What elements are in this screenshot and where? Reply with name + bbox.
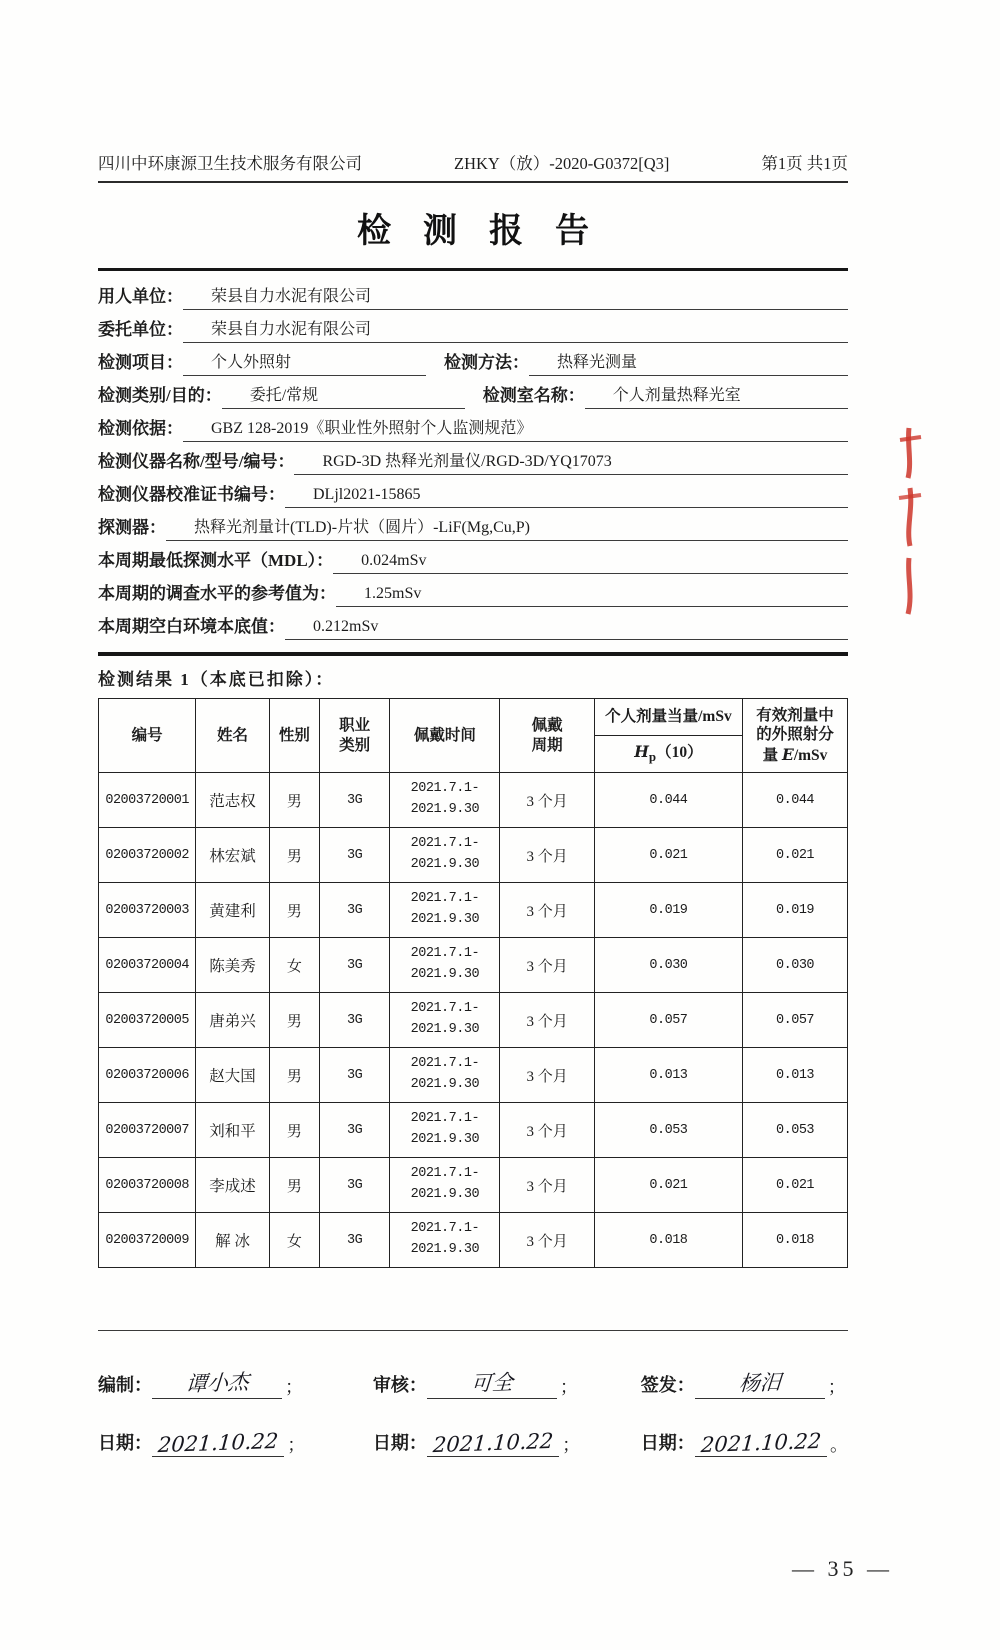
issued-date-line [641, 1415, 848, 1457]
table-row [99, 1213, 848, 1268]
wear-start: 2021.7.1- [410, 1001, 480, 1017]
reviewed-signature-text: 可全 [469, 1370, 514, 1396]
cell-effective: 0.057 [743, 993, 848, 1048]
signature-prepared [98, 1357, 373, 1457]
cell-gender: 女 [269, 1213, 319, 1268]
cell-occupation: 3G [319, 1103, 389, 1158]
cell-hp10: 0.030 [594, 938, 742, 993]
col-header-occupation-line1: 职业 [339, 717, 371, 735]
col-header-occupation [319, 699, 389, 773]
col-header-effective-line3b: /mSv [793, 746, 828, 764]
reviewed-signature [427, 1367, 557, 1399]
bottom-page-number: — 35 — [792, 1556, 893, 1581]
cell-period: 3 个月 [500, 993, 594, 1048]
field-label: 检测仪器名称/型号/编号： [98, 452, 295, 471]
field-label: 探测器： [98, 518, 166, 537]
field-client-unit [98, 310, 848, 343]
cell-effective: 0.018 [743, 1213, 848, 1268]
cell-name: 唐弟兴 [196, 993, 269, 1048]
cell-wear-time [390, 938, 500, 993]
cell-effective: 0.013 [743, 1048, 848, 1103]
field-value: DLjl2021-15865 [285, 486, 848, 508]
table-row [99, 993, 848, 1048]
wear-start: 2021.7.1- [410, 891, 480, 907]
field-mdl [98, 541, 848, 574]
field-label: 本周期的调查水平的参考值为： [98, 584, 336, 603]
field-item-method [98, 343, 848, 376]
cell-id: 02003720008 [99, 1158, 196, 1213]
results-table [98, 698, 848, 1268]
cell-occupation: 3G [319, 773, 389, 828]
wear-end: 2021.9.30 [410, 912, 480, 927]
table-row [99, 938, 848, 993]
cell-occupation: 3G [319, 1213, 389, 1268]
cell-name: 刘和平 [196, 1103, 269, 1158]
cell-gender: 男 [269, 1048, 319, 1103]
cell-id: 02003720004 [99, 938, 196, 993]
wear-end: 2021.9.30 [410, 1242, 480, 1257]
prepared-label: 编制： [98, 1375, 152, 1395]
document-header [98, 150, 848, 183]
red-stamp-marks [895, 426, 925, 618]
cell-name: 李成述 [196, 1158, 269, 1213]
cell-period: 3 个月 [500, 773, 594, 828]
field-instrument [98, 442, 848, 475]
company-name: 四川中环康源卫生技术服务有限公司 [98, 154, 362, 173]
report-number: ZHKY（放）-2020-G0372[Q3] [453, 154, 670, 173]
field-label: 检测仪器校准证书编号： [98, 485, 285, 504]
cell-name: 范志权 [196, 773, 269, 828]
issued-signature-text: 杨汨 [737, 1370, 782, 1396]
cell-occupation: 3G [319, 1158, 389, 1213]
punctuation: ； [559, 1377, 578, 1397]
table-row [99, 773, 848, 828]
red-stamp-icon [895, 426, 925, 618]
signature-divider [98, 1330, 848, 1331]
field-survey-level [98, 574, 848, 607]
field-label: 本周期最低探测水平（MDL）： [98, 551, 334, 570]
cell-name: 黄建利 [196, 883, 269, 938]
cell-id: 02003720007 [99, 1103, 196, 1158]
field-basis [98, 409, 848, 442]
table-row [99, 828, 848, 883]
signature-issued [641, 1357, 848, 1457]
cell-hp10: 0.021 [594, 828, 742, 883]
col-header-dose: 个人剂量当量/mSv [594, 699, 742, 736]
cell-hp10: 0.019 [594, 883, 742, 938]
table-row [99, 1048, 848, 1103]
field-value: GBZ 128-2019《职业性外照射个人监测规范》 [183, 415, 848, 442]
hp-symbol: H [634, 742, 649, 762]
field-value: 1.25mSv [336, 585, 848, 607]
signature-reviewed [373, 1357, 641, 1457]
cell-period: 3 个月 [500, 1213, 594, 1268]
issued-name-line [641, 1357, 848, 1399]
punctuation: ； [285, 1377, 303, 1397]
cell-wear-time [390, 1158, 500, 1213]
field-cert [98, 475, 848, 508]
reviewed-date [427, 1428, 559, 1458]
cell-gender: 男 [269, 1103, 319, 1158]
cell-occupation: 3G [319, 1048, 389, 1103]
cell-name: 解 冰 [196, 1213, 269, 1268]
prepared-signature-text: 谭小杰 [184, 1369, 250, 1397]
hp-rest: （10） [656, 744, 703, 762]
col-header-effective-line3a: 量 [762, 746, 783, 764]
cell-gender: 男 [269, 1158, 319, 1213]
hp-subscript: p [648, 749, 657, 765]
cell-period: 3 个月 [500, 1048, 594, 1103]
issued-date [695, 1428, 827, 1458]
field-label: 检测项目： [98, 353, 183, 372]
results-section-title: 检测结果 1（本底已扣除）： [98, 670, 335, 689]
reviewed-date-line [373, 1415, 641, 1457]
reviewed-date-text: 2021.10.22 [432, 1428, 554, 1458]
cell-gender: 女 [269, 938, 319, 993]
field-value: 个人剂量热释光室 [585, 382, 848, 409]
cell-period: 3 个月 [500, 883, 594, 938]
cell-period: 3 个月 [500, 1158, 594, 1213]
signature-section [98, 1357, 848, 1457]
cell-wear-time [390, 773, 500, 828]
issued-signature [695, 1367, 825, 1399]
prepared-name-line [98, 1357, 373, 1399]
report-content [98, 150, 848, 1457]
cell-name: 赵大国 [196, 1048, 269, 1103]
table-row [99, 1103, 848, 1158]
cell-hp10: 0.053 [594, 1103, 742, 1158]
col-header-period-line2: 周期 [531, 736, 563, 754]
wear-end: 2021.9.30 [410, 802, 480, 817]
col-header-effective-line1: 有效剂量中 [756, 706, 834, 724]
wear-start: 2021.7.1- [410, 1111, 480, 1127]
wear-start: 2021.7.1- [410, 836, 480, 852]
prepared-date-line [98, 1415, 373, 1457]
wear-start: 2021.7.1- [410, 1221, 480, 1237]
punctuation: 。 [830, 1435, 848, 1455]
field-value: 个人外照射 [183, 349, 426, 376]
cell-hp10: 0.013 [594, 1048, 742, 1103]
col-header-gender: 性别 [269, 699, 319, 773]
cell-occupation: 3G [319, 993, 389, 1048]
cell-hp10: 0.021 [594, 1158, 742, 1213]
field-value: 0.024mSv [333, 552, 848, 574]
table-header-row [99, 699, 848, 736]
field-label: 委托单位： [98, 320, 183, 339]
cell-occupation: 3G [319, 883, 389, 938]
col-header-id: 编号 [99, 699, 196, 773]
cell-period: 3 个月 [500, 1103, 594, 1158]
cell-effective: 0.053 [743, 1103, 848, 1158]
wear-start: 2021.7.1- [410, 946, 480, 962]
prepared-date-text: 2021.10.22 [157, 1428, 280, 1458]
cell-wear-time [390, 828, 500, 883]
wear-end: 2021.9.30 [410, 857, 480, 872]
wear-end: 2021.9.30 [410, 1077, 480, 1092]
cell-occupation: 3G [319, 828, 389, 883]
field-value: 荣县自力水泥有限公司 [183, 316, 848, 343]
cell-effective: 0.021 [743, 828, 848, 883]
field-value: RGD-3D 热释光剂量仪/RGD-3D/YQ17073 [294, 448, 848, 475]
reviewed-label: 审核： [372, 1375, 427, 1395]
field-value: 荣县自力水泥有限公司 [183, 283, 848, 310]
cell-effective: 0.044 [743, 773, 848, 828]
cell-period: 3 个月 [500, 938, 594, 993]
cell-gender: 男 [269, 828, 319, 883]
wear-end: 2021.9.30 [410, 1022, 480, 1037]
wear-end: 2021.9.30 [410, 1187, 480, 1202]
cell-wear-time [390, 993, 500, 1048]
cell-hp10: 0.057 [594, 993, 742, 1048]
issued-label: 签发： [640, 1375, 695, 1395]
info-section [98, 268, 848, 640]
reviewed-name-line [373, 1357, 641, 1399]
cell-wear-time [390, 1103, 500, 1158]
cell-effective: 0.019 [743, 883, 848, 938]
section-divider [98, 652, 848, 656]
field-user-unit [98, 277, 848, 310]
date-label: 日期： [98, 1433, 152, 1453]
cell-id: 02003720006 [99, 1048, 196, 1103]
cell-id: 02003720009 [99, 1213, 196, 1268]
wear-start: 2021.7.1- [410, 781, 480, 797]
cell-period: 3 个月 [500, 828, 594, 883]
cell-wear-time [390, 883, 500, 938]
punctuation: ； [287, 1435, 306, 1455]
issued-date-text: 2021.10.22 [699, 1428, 822, 1458]
cell-occupation: 3G [319, 938, 389, 993]
table-row [99, 1158, 848, 1213]
field-category-room [98, 376, 848, 409]
col-header-wear-time: 佩戴时间 [390, 699, 500, 773]
col-header-hp10 [594, 736, 742, 773]
field-label: 检测室名称： [482, 386, 585, 405]
field-value: 热释光剂量计(TLD)-片状（圆片）-LiF(Mg,Cu,P) [166, 514, 848, 541]
cell-id: 02003720002 [99, 828, 196, 883]
cell-wear-time [390, 1048, 500, 1103]
col-header-period [500, 699, 594, 773]
field-value: 委托/常规 [222, 382, 465, 409]
cell-gender: 男 [269, 773, 319, 828]
field-label: 检测类别/目的： [98, 386, 222, 405]
col-header-occupation-line2: 类别 [339, 736, 371, 754]
cell-wear-time [390, 1213, 500, 1268]
cell-hp10: 0.044 [594, 773, 742, 828]
wear-end: 2021.9.30 [410, 967, 480, 982]
col-header-effective-dose [743, 699, 848, 773]
wear-end: 2021.9.30 [410, 1132, 480, 1147]
punctuation: ； [827, 1377, 846, 1397]
col-header-name: 姓名 [196, 699, 269, 773]
table-row [99, 883, 848, 938]
report-title: 检测报告 [357, 213, 621, 250]
field-label: 用人单位： [98, 287, 183, 306]
prepared-signature [152, 1367, 282, 1399]
wear-start: 2021.7.1- [410, 1166, 480, 1182]
cell-name: 陈美秀 [196, 938, 269, 993]
wear-start: 2021.7.1- [410, 1056, 480, 1072]
cell-name: 林宏斌 [196, 828, 269, 883]
cell-id: 02003720005 [99, 993, 196, 1048]
cell-id: 02003720003 [99, 883, 196, 938]
cell-effective: 0.021 [743, 1158, 848, 1213]
page-info: 第1页 共1页 [761, 154, 848, 173]
punctuation: ； [562, 1435, 581, 1455]
cell-gender: 男 [269, 993, 319, 1048]
field-value: 热释光测量 [529, 349, 848, 376]
field-label: 检测依据： [98, 419, 183, 438]
col-header-period-line1: 佩戴 [531, 717, 563, 735]
field-label: 检测方法： [444, 353, 529, 372]
field-label: 本周期空白环境本底值： [98, 617, 285, 636]
field-value: 0.212mSv [285, 618, 848, 640]
field-background [98, 607, 848, 640]
date-label: 日期： [372, 1433, 427, 1453]
field-detector [98, 508, 848, 541]
prepared-date [152, 1428, 284, 1458]
cell-hp10: 0.018 [594, 1213, 742, 1268]
cell-gender: 男 [269, 883, 319, 938]
cell-id: 02003720001 [99, 773, 196, 828]
col-header-effective-e: E [782, 744, 794, 764]
date-label: 日期： [640, 1433, 695, 1453]
col-header-effective-line2: 的外照射分 [756, 726, 834, 744]
cell-effective: 0.030 [743, 938, 848, 993]
